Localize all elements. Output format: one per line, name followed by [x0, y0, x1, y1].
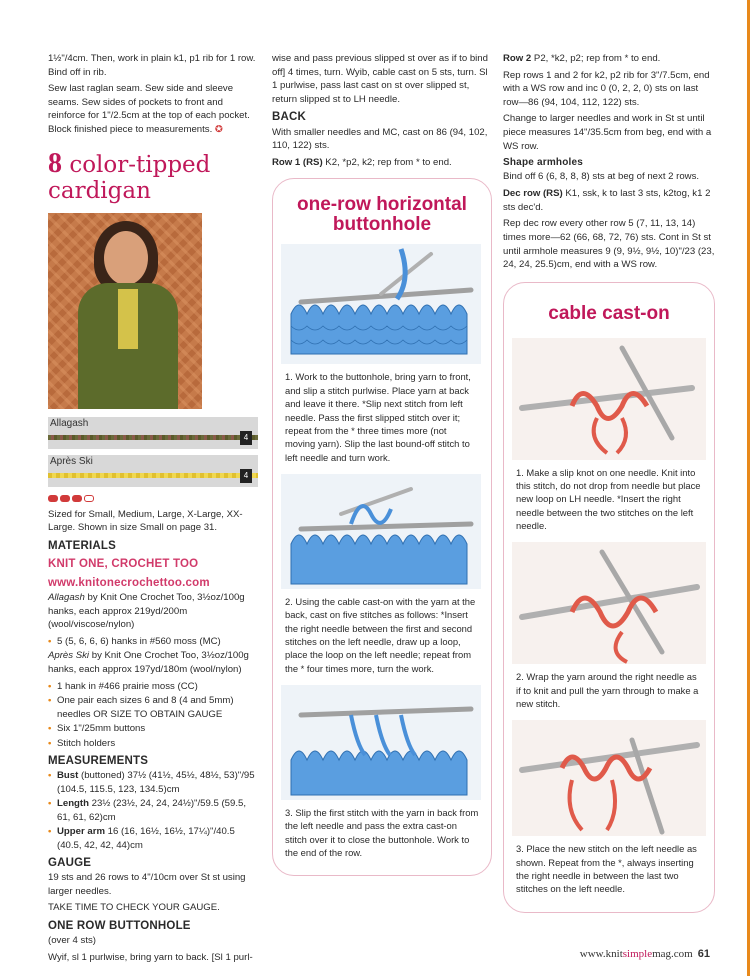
- intro-paragraph-2-text: Sew last raglan seam. Sew side and sleeve seams. Sew sides of pockets to front and reinforce for 1"/2.5cm at the top of each pocket. Block finished piece to measurements.: [48, 83, 250, 136]
- yarn-weight-icon: 4: [240, 431, 252, 445]
- list-item: • Six 1"/25mm buttons: [48, 722, 258, 736]
- buttonhole-step-2: 2. Using the cable cast-on with the yarn at the back, cast on five stitches as follows: *Insert the right needle between the first and second stitches on the left needle, draw up a loop, place the loop on the left needle; repeat from the * four times more, turn the work.: [285, 595, 476, 674]
- armhole-text: Bind off 6 (6, 8, 8, 8) sts at beg of next 2 rows.: [503, 171, 700, 183]
- row-1-label: Row 1 (RS): [272, 156, 323, 168]
- cast-on-step-1: 1. Make a slip knot on one needle. Knit into this stitch, do not drop from needle but place new loop on LH needle. *Insert the right needle between the two stitches on the left needle.: [516, 466, 701, 532]
- dec-row-label: Dec row (RS): [503, 188, 563, 200]
- page-footer: [580, 947, 710, 963]
- model-photo: [48, 213, 202, 409]
- yarn-b-desc: by Knit One Crochet Too, 3½oz/100g hanks, each approx 197yd/180m (wool/nylon): [48, 650, 249, 675]
- column-2: [272, 52, 492, 876]
- buttonhole-step-3: 3. Slip the first stitch with the yarn in back from the left needle and pass the extra cast-on stitch over it to close the buttonhole. Work to the end of the row.: [285, 806, 479, 858]
- pattern-number: 8: [48, 147, 62, 179]
- yarn-a-list: [48, 635, 258, 649]
- buttonhole-illustration-2: [281, 474, 483, 589]
- list-item: • One pair each sizes 6 and 8 (4 and 5mm) needles OR SIZE TO OBTAIN GAUGE: [48, 694, 258, 721]
- buttonhole-text: Wyif, sl 1 purlwise, bring yarn to back. [Sl 1 purl-: [48, 951, 253, 963]
- row-1-text: [272, 156, 492, 170]
- cable-cast-on-tutorial-box: [503, 282, 715, 913]
- yarn-a-description: [48, 591, 258, 632]
- pattern-title-text: color-tipped cardigan: [48, 151, 211, 205]
- intro-paragraph-2: [48, 82, 258, 136]
- list-item: [48, 769, 258, 796]
- measurement-value: 16 (16, 16½, 16½, 17¼)"/40.5 (40.5, 42, 42, 44)cm: [57, 826, 235, 852]
- list-item: • 5 (5, 6, 6, 6) hanks in #560 moss (MC): [48, 635, 258, 649]
- brand-name: KNIT ONE, CROCHET TOO: [48, 558, 199, 571]
- list-item: • Stitch holders: [48, 737, 258, 751]
- dec-row-instructions: K1, ssk, k to last 3 sts, k2tog, k1 2 sts dec'd.: [503, 188, 711, 213]
- armhole-heading: Shape armholes: [503, 157, 584, 169]
- list-item: [48, 797, 258, 824]
- skill-level-icon: [48, 495, 258, 502]
- column-3: [503, 52, 715, 913]
- yarn-b-description: [48, 649, 258, 676]
- buttonhole-tutorial-title: one-row horizontal buttonhole: [297, 193, 467, 235]
- buttonhole-illustration-3: [281, 685, 483, 800]
- buttonhole-tutorial-box: [272, 178, 492, 877]
- yarn-b-name: Après Ski: [48, 650, 90, 662]
- yarn-swatch-apres-ski: [48, 455, 258, 487]
- stockinette-paragraph: Change to larger needles and work in St st until piece measures 14"/35.5cm from beg, end with a WS row.: [503, 113, 712, 152]
- materials-heading: MATERIALS: [48, 539, 117, 552]
- dec-row-text: [503, 187, 715, 214]
- row-2-instructions: P2, *k2, p2; rep from * to end.: [531, 53, 661, 64]
- brand-url: www.knitonecrochettoo.com: [48, 576, 210, 589]
- cast-on-illustration-1: [512, 338, 706, 460]
- measurements-list: [48, 769, 258, 853]
- row-2-text: [503, 52, 715, 66]
- intro-paragraph-1: 1½"/4cm. Then, work in plain k1, p1 rib for 1 row. Bind off in rib.: [48, 53, 256, 78]
- cast-on-illustration-2: [512, 542, 706, 664]
- list-item: [48, 825, 258, 852]
- back-heading: BACK: [272, 111, 307, 124]
- back-text: With smaller needles and MC, cast on 86 (94, 102, 110, 122) sts.: [272, 126, 488, 152]
- dec-repeat-paragraph: Rep dec row every other row 5 (7, 11, 13, 14) times more—62 (66, 68, 72, 76) sts. Cont in St st until armhole measures 9 (9, 9½, 9½, 10)"/23 (23, 24, 24, 25.5)cm, end with a WS row.: [503, 218, 715, 271]
- cast-on-step-3: 3. Place the new stitch on the left needle as shown. Repeat from the *, always inserting the right needle in between the last two stitches on the left needle.: [516, 843, 697, 895]
- column-1: [48, 52, 258, 967]
- cast-on-illustration-3: [512, 720, 706, 836]
- measurements-heading: MEASUREMENTS: [48, 754, 149, 767]
- measurement-value: (buttoned) 37½ (41½, 45½, 48½, 53)"/95 (104.5, 115.5, 123, 134.5)cm: [57, 769, 255, 795]
- gauge-heading: GAUGE: [48, 856, 92, 869]
- measurement-label: Bust: [57, 769, 79, 781]
- yarn-swatch-label: Après Ski: [50, 455, 93, 467]
- end-mark-icon: ✪: [214, 124, 223, 136]
- buttonhole-continued: wise and pass previous slipped st over as if to bind off] 4 times, turn. Wyib, cable cast on 5 sts, turn. Sl 1 purlwise, pass last cast on st over slipped st, return slipped st to LH needle.: [272, 53, 488, 105]
- sizes-text: Sized for Small, Medium, Large, X-Large, XX-Large. Shown in size Small on page 31.: [48, 508, 243, 534]
- yarn-weight-icon: 4: [240, 469, 252, 483]
- yarn-a-desc: by Knit One Crochet Too, 3½oz/100g hanks, each approx 219yd/200m (wool/viscose/nylon): [48, 591, 245, 631]
- row-1-instructions: K2, *p2, k2; rep from * to end.: [322, 156, 452, 168]
- yarn-swatch-allagash: [48, 417, 258, 449]
- buttonhole-illustration-1: [281, 244, 483, 364]
- gauge-text: 19 sts and 26 rows to 4"/10cm over St st using larger needles.: [48, 871, 246, 897]
- yarn-a-name: Allagash: [48, 591, 85, 603]
- measurement-label: Upper arm: [57, 826, 105, 838]
- row-2-label: Row 2: [503, 53, 532, 64]
- gauge-check: TAKE TIME TO CHECK YOUR GAUGE.: [48, 902, 220, 914]
- list-item: • 1 hank in #466 prairie moss (CC): [48, 680, 258, 694]
- buttonhole-heading: ONE ROW BUTTONHOLE: [48, 919, 191, 932]
- yarn-swatch-label: Allagash: [50, 417, 89, 429]
- cable-cast-on-title: cable cast-on: [548, 302, 670, 324]
- pattern-title: [48, 149, 258, 205]
- cast-on-step-2: 2. Wrap the yarn around the right needle as if to knit and pull the yarn through to make a new stitch.: [516, 671, 699, 710]
- buttonhole-count: (over 4 sts): [48, 935, 96, 947]
- measurement-value: 23½ (23½, 24, 24, 24½)"/59.5 (59.5, 61, 61, 62)cm: [57, 798, 246, 823]
- measurement-label: Length: [57, 798, 89, 810]
- notions-list: [48, 680, 258, 751]
- page-number: 61: [697, 948, 710, 960]
- buttonhole-step-1: 1. Work to the buttonhole, bring yarn to front, and slip a stitch purlwise. Place yarn at back and leave it there. *Slip next stitch from left needle. Pass the first slipped stitch over it; repeat from the * three times more (not moving yarn). Slip the last bound-off stitch to left needle and turn work.: [285, 371, 471, 463]
- rib-paragraph: Rep rows 1 and 2 for k2, p2 rib for 3"/7.5cm, end with a WS row and inc 0 (0, 2, 2, 0) sts on last row—86 (94, 104, 112, 122) sts.: [503, 69, 710, 108]
- footer-url[interactable]: www.knitsimplemag.com: [579, 948, 693, 960]
